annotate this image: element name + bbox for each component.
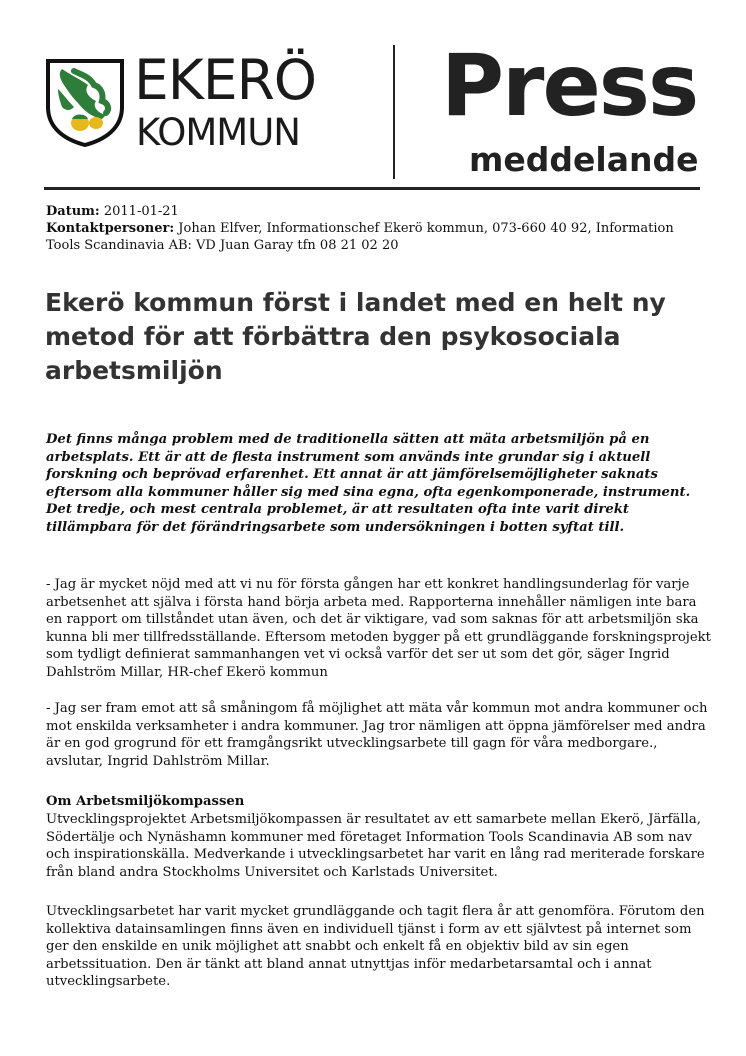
contacts-label: Kontaktpersoner: (46, 221, 175, 236)
press-subtitle: meddelande (469, 140, 699, 179)
article-headline: Ekerö kommun först i landet med en helt ny metod för att förbättra den psykosociala arbetsmiljön (45, 288, 666, 385)
press-meta (46, 203, 706, 254)
logo-text-ekero: EKERÖ (134, 48, 317, 112)
article-paragraph-development: Utvecklingsarbetet har varit mycket grundläggande och tagit flera år att genomföra. Förutom den kollektiva datainsamlingen finns även en individuell tjänst i form av ett självtest på internet som ger den enskilde en unik möjlighet att snabbt och enkelt få en objektiv bild av sin egen arbetssituation. Den är tänkt att bland annat utnyttjas inför medarbetarsamtal och i annat utvecklingsarbete. (46, 904, 705, 989)
contacts-value: Johan Elfver, Informationschef Ekerö kommun, 073-660 40 92, Information Tools Scandinavia AB: VD Juan Garay tfn 08 21 02 20 (46, 221, 674, 253)
press-title: Press (441, 36, 698, 136)
logo-text-kommun: KOMMUN (136, 111, 300, 154)
header-divider (393, 45, 395, 179)
date-label: Datum: (46, 204, 100, 219)
article-paragraph-quote-1: - Jag är mycket nöjd med att vi nu för första gången har ett konkret handlingsunderlag för varje arbetsenhet att själva i första hand börja arbeta med. Rapporterna innehåller nämligen inte bara en rapport om tillståndet utan även, och det är viktigare, vad som saknas för att arbetsmiljön ska kunna bli mer tillfredsställande. Eftersom metoden bygger på ett grundläggande forskningsprojekt som tydligt definierat sammanhangen vet vi också varför det ser ut som det gör, säger Ingrid Dahlström Millar, HR-chef Ekerö kommun (46, 577, 711, 680)
date-value: 2011-01-21 (103, 204, 179, 219)
contacts-line (46, 220, 706, 254)
article-paragraph-quote-2: - Jag ser fram emot att så småningom få möjlighet att mäta vår kommun mot andra kommuner och mot enskilda verksamheter i andra kommuner. Jag tror nämligen att öppna jämförelser med andra är en god grogrund för ett framgångsrikt utvecklingsarbete till gagn för våra medborgare., avslutar, Ingrid Dahlström Millar. (46, 701, 708, 769)
municipal-coat-of-arms-icon (44, 57, 126, 147)
section-title: Om Arbetsmiljökompassen (46, 794, 245, 809)
article-lead: Det finns många problem med de traditionella sätten att mäta arbetsmiljön på en arbetsplats. Ett är att de flesta instrument som används inte grundar sig i aktuell forskning och beprövad erfarenhet. Ett annat är att jämförelsemöjligheter saknats eftersom alla kommuner håller sig med sina egna, ofta egenkomponerade, instrument. Det tredje, och mest centrala problemet, är att resultaten ofta inte varit direkt tillämpbara för det förändringsarbete som undersökningen i botten syftat till. (46, 432, 691, 535)
header-rule (44, 187, 700, 190)
article-paragraph-about: Utvecklingsprojektet Arbetsmiljökompassen är resultatet av ett samarbete mellan Ekerö, Järfälla, Södertälje och Nynäshamn kommuner med företaget Information Tools Scandinavia AB som nav och inspirationskälla. Medverkande i utvecklingsarbetet har varit en lång rad meriterade forskare från bland andra Stockholms Universitet och Karlstads Universitet. (46, 812, 705, 880)
press-header (0, 0, 746, 200)
date-line (46, 203, 706, 220)
